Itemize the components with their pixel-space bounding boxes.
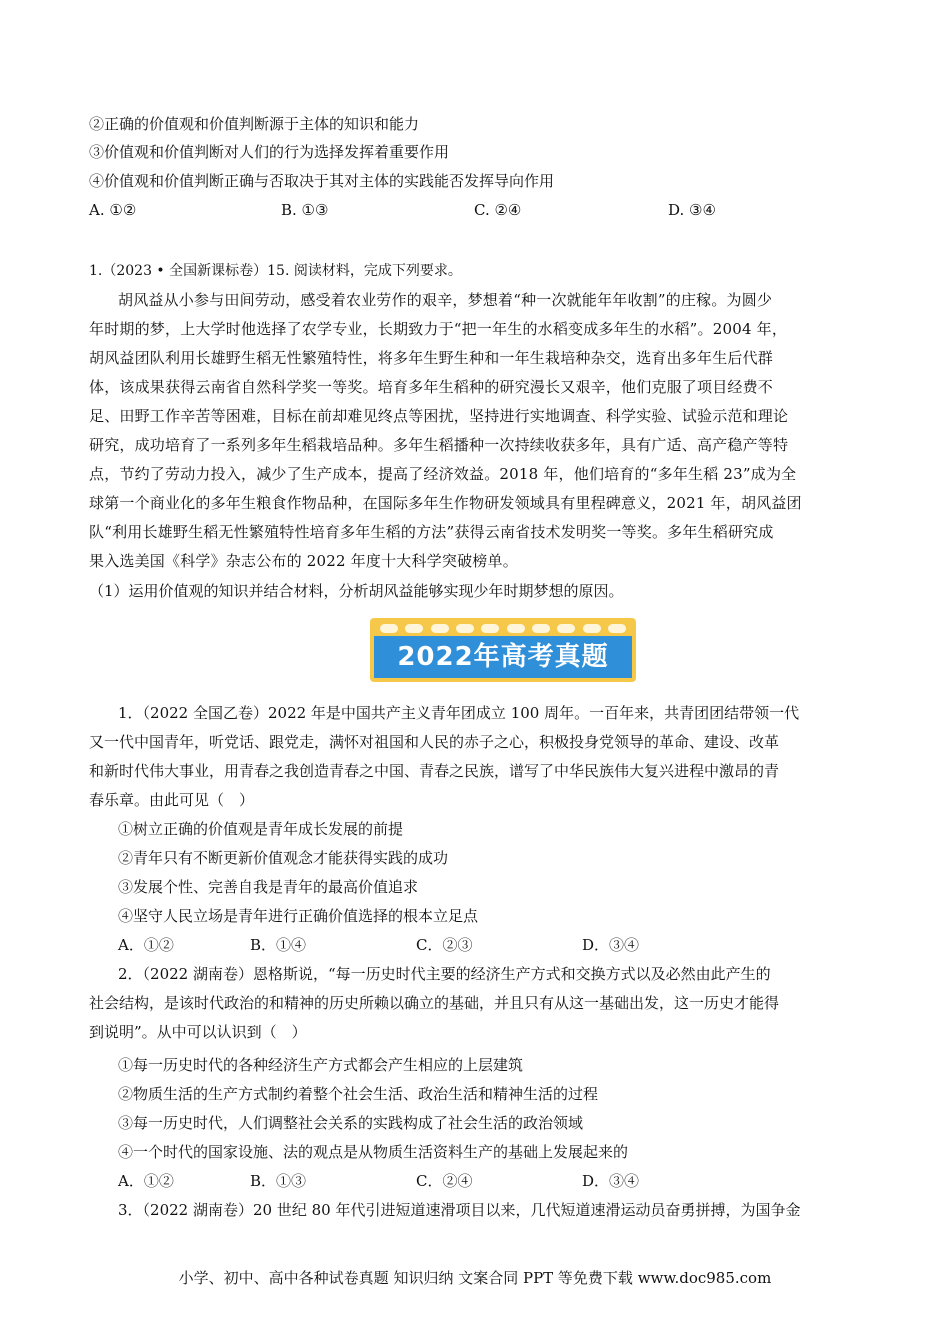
- q2-choice-d: D．③④: [582, 1172, 640, 1190]
- option-item-4: ④价值观和价值判断正确与否取决于其对主体的实践能否发挥导向作用: [89, 172, 555, 190]
- section-banner: [370, 618, 636, 682]
- choice-a: A. ①②: [89, 201, 137, 219]
- sub-question-1: （1）运用价值观的知识并结合材料，分析胡风益能够实现少年时期梦想的原因。: [89, 582, 624, 600]
- choice-d: D. ③④: [668, 201, 716, 219]
- material-line: 年时期的梦，上大学时他选择了农学专业，长期致力于“把一年生的水稻变成多年生的水稻”。2004 年，: [89, 320, 788, 338]
- q1-choice-d: D．③④: [582, 936, 640, 954]
- q1-item: ④坚守人民立场是青年进行正确价值选择的根本立足点: [118, 907, 479, 925]
- q2-choice-b: B．①③: [250, 1172, 307, 1190]
- material-line: 点，节约了劳动力投入，减少了生产成本，提高了经济效益。2018 年，他们培育的“多年生稻 23”成为全: [89, 465, 797, 483]
- q1-item: ①树立正确的价值观是青年成长发展的前提: [118, 820, 404, 838]
- material-line: 胡风益团队利用长雄野生稻无性繁殖特性，将多年生野生种和一年生栽培种杂交，选育出多年生后代群: [89, 349, 774, 367]
- q1-line: 春乐章。由此可见（ ）: [89, 791, 255, 809]
- option-item-2: ②正确的价值观和价值判断源于主体的知识和能力: [89, 115, 420, 133]
- q1-choice-a: A．①②: [118, 936, 174, 954]
- page-footer: 小学、初中、高中各种试卷真题 知识归纳 文案合同 PPT 等免费下载 www.doc985.com: [178, 1269, 772, 1287]
- material-line: 体，该成果获得云南省自然科学奖一等奖。培育多年生稻种的研究漫长又艰辛，他们克服了项目经费不: [89, 378, 774, 396]
- q2-choice-a: A．①②: [118, 1172, 174, 1190]
- choice-c: C. ②④: [474, 201, 522, 219]
- q2-item: ③每一历史时代，人们调整社会关系的实践构成了社会生活的政治领域: [118, 1114, 584, 1132]
- q1-line: 又一代中国青年，听党话、跟党走，满怀对祖国和人民的赤子之心，积极投身党领导的革命、建设、改革: [89, 733, 780, 751]
- material-line: 队“利用长雄野生稻无性繁殖特性培育多年生稻的方法”获得云南省技术发明奖一等奖。多年生稻研究成: [89, 523, 774, 541]
- option-item-3: ③价值观和价值判断对人们的行为选择发挥着重要作用: [89, 143, 450, 161]
- q1-line: 和新时代伟大事业，用青春之我创造青春之中国、青春之民族，谱写了中华民族伟大复兴进程中激昂的青: [89, 762, 780, 780]
- q1-line: 1．（2022 全国乙卷）2022 年是中国共产主义青年团成立 100 周年。一百年来，共青团团结带领一代: [118, 704, 800, 722]
- q2-item: ①每一历史时代的各种经济生产方式都会产生相应的上层建筑: [118, 1056, 524, 1074]
- choice-b: B. ①③: [281, 201, 329, 219]
- banner-dots: [380, 624, 626, 634]
- q2-line: 社会结构，是该时代政治的和精神的历史所赖以确立的基础，并且只有从这一基础出发，这一历史才能得: [89, 994, 780, 1012]
- q1-item: ③发展个性、完善自我是青年的最高价值追求: [118, 878, 419, 896]
- material-line: 足、田野工作辛苦等困难，目标在前却难见终点等困扰，坚持进行实地调查、科学实验、试验示范和理论: [89, 407, 789, 425]
- material-line: 球第一个商业化的多年生粮食作物品种，在国际多年生作物研发领域具有里程碑意义，2021 年，胡风益团: [89, 494, 802, 512]
- question-2023-header: 1.（2023 • 全国新课标卷）15. 阅读材料，完成下列要求。: [89, 263, 462, 279]
- q1-item: ②青年只有不断更新价值观念才能获得实践的成功: [118, 849, 449, 867]
- q2-item: ②物质生活的生产方式制约着整个社会生活、政治生活和精神生活的过程: [118, 1085, 599, 1103]
- q3-line: 3．（2022 湖南卷）20 世纪 80 年代引进短道速滑项目以来，几代短道速滑运动员奋勇拼搏，为国争金: [118, 1201, 801, 1219]
- q2-line: 2．（2022 湖南卷）恩格斯说，“每一历史时代主要的经济生产方式和交换方式以及必然由此产生的: [118, 965, 771, 983]
- material-line: 胡风益从小参与田间劳动，感受着农业劳作的艰辛，梦想着“种一次就能年年收割”的庄稼。为圆少: [118, 291, 773, 309]
- q2-line: 到说明”。从中可以认识到（ ）: [89, 1023, 307, 1041]
- banner-title: 2022年高考真题: [374, 636, 632, 678]
- q1-choice-c: C．②③: [416, 936, 473, 954]
- material-line: 研究，成功培育了一系列多年生稻栽培品种。多年生稻播种一次持续收获多年，具有广适、高产稳产等特: [89, 436, 789, 454]
- q2-choice-c: C．②④: [416, 1172, 473, 1190]
- material-line: 果入选美国《科学》杂志公布的 2022 年度十大科学突破榜单。: [89, 552, 518, 570]
- q1-choice-b: B．①④: [250, 936, 307, 954]
- q2-item: ④一个时代的国家设施、法的观点是从物质生活资料生产的基础上发展起来的: [118, 1143, 629, 1161]
